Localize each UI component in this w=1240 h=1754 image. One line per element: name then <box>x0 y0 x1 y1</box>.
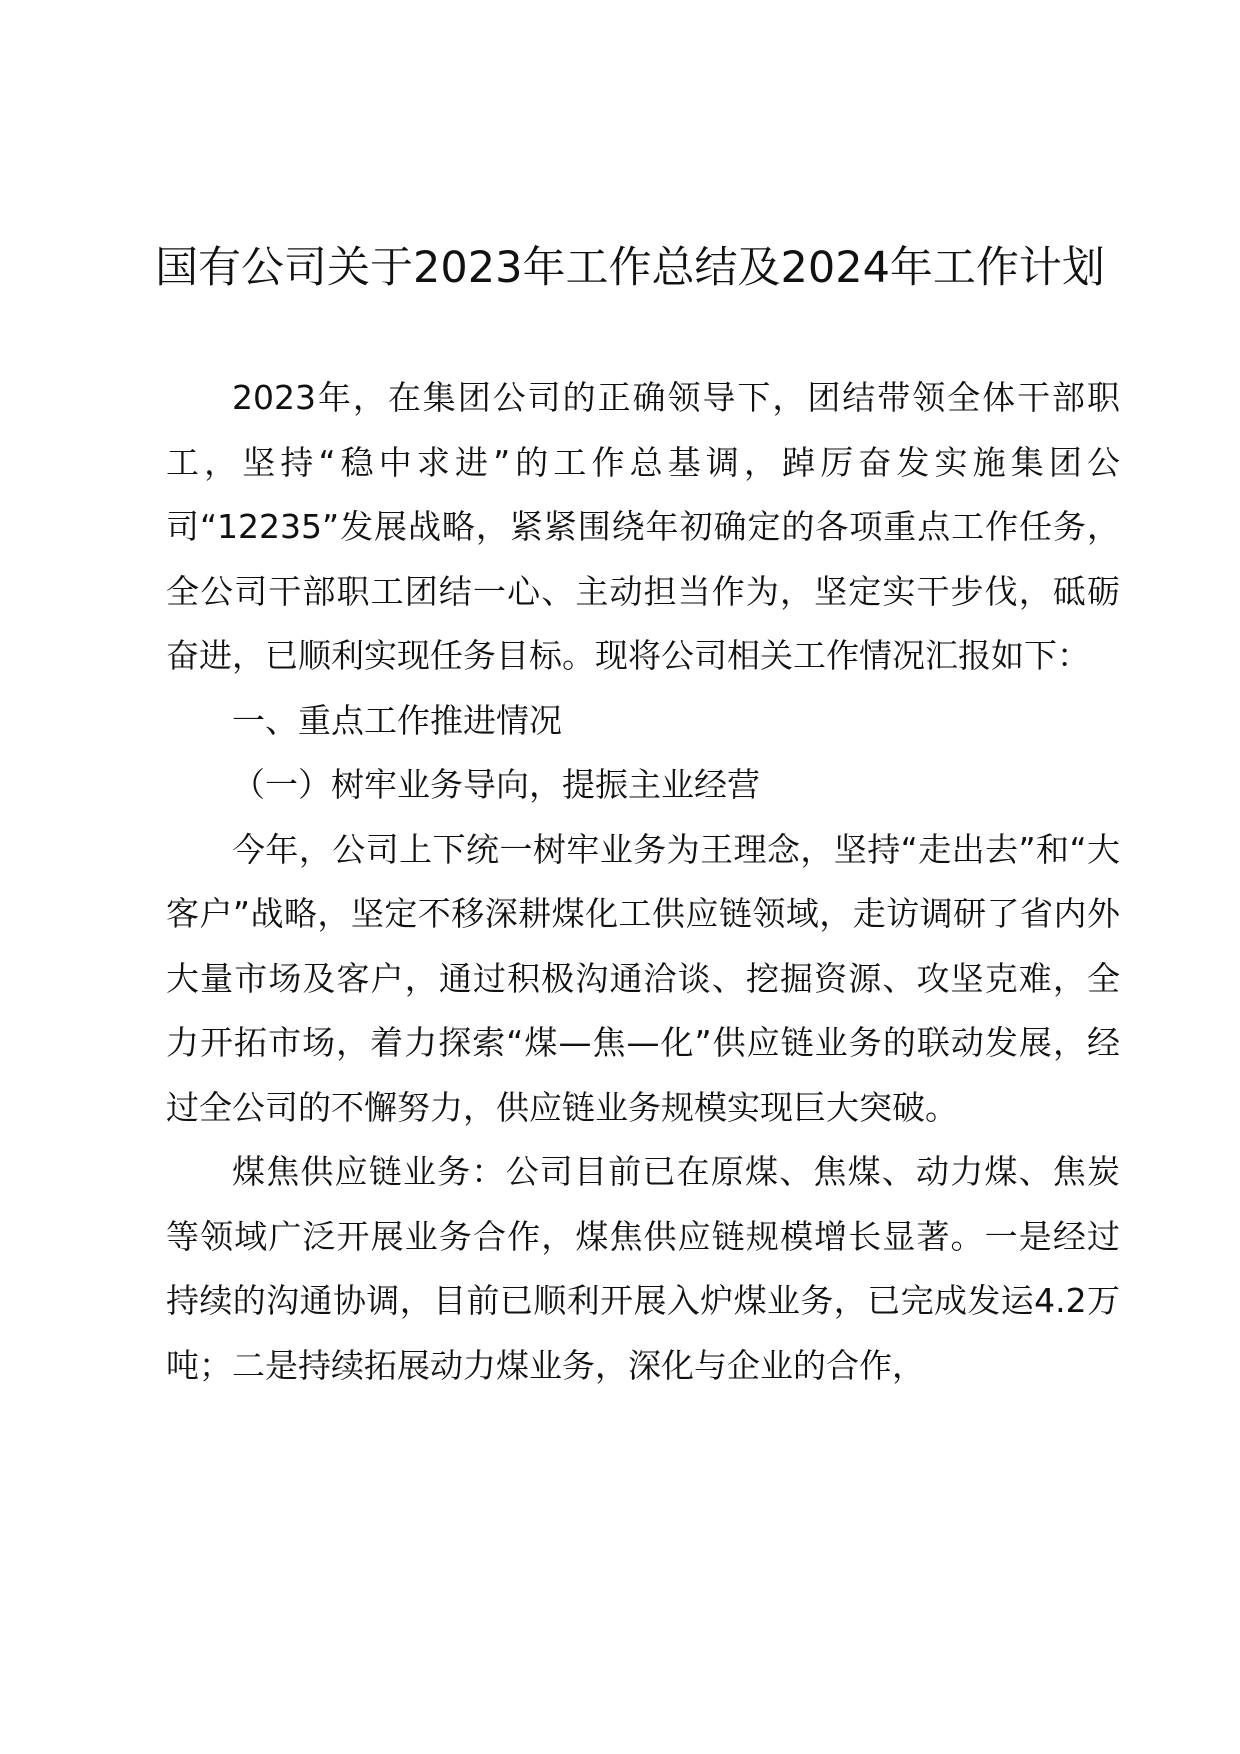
document-title: 国有公司关于2023年工作总结及2024年工作计划 <box>155 243 1105 293</box>
section-heading: 一、重点工作推进情况 <box>232 700 562 740</box>
document-body <box>166 366 1120 1398</box>
paragraph-supply-chain: 煤焦供应链业务：公司目前已在原煤、焦煤、动力煤、焦炭等领域广泛开展业务合作，煤焦供应链规模增长显著。一是经过持续的沟通协调，目前已顺利开展入炉煤业务，已完成发运4.2万吨；二是持续拓展动力煤业务，深化与企业的合作， <box>166 1152 1120 1385</box>
subsection-heading: （一）树牢业务导向，提振主业经营 <box>232 765 760 804</box>
paragraph-business: 今年，公司上下统一树牢业务为王理念，坚持“走出去”和“大客户”战略，坚定不移深耕煤化工供应链领域，走访调研了省内外大量市场及客户，通过积极沟通洽谈、挖掘资源、攻坚克难，全力开拓市场，着力探索“煤—焦—化”供应链业务的联动发展，经过全公司的不懈努力，供应链业务规模实现巨大突破。 <box>166 829 1120 1127</box>
paragraph-intro: 2023年，在集团公司的正确领导下，团结带领全体干部职工，坚持“稳中求进”的工作总基调，踔厉奋发实施集团公司“12235”发展战略，紧紧围绕年初确定的各项重点工作任务，全公司干部职工团结一心、主动担当作为，坚定实干步伐，砥砺奋进，已顺利实现任务目标。现将公司相关工作情况汇报如下： <box>166 378 1120 675</box>
